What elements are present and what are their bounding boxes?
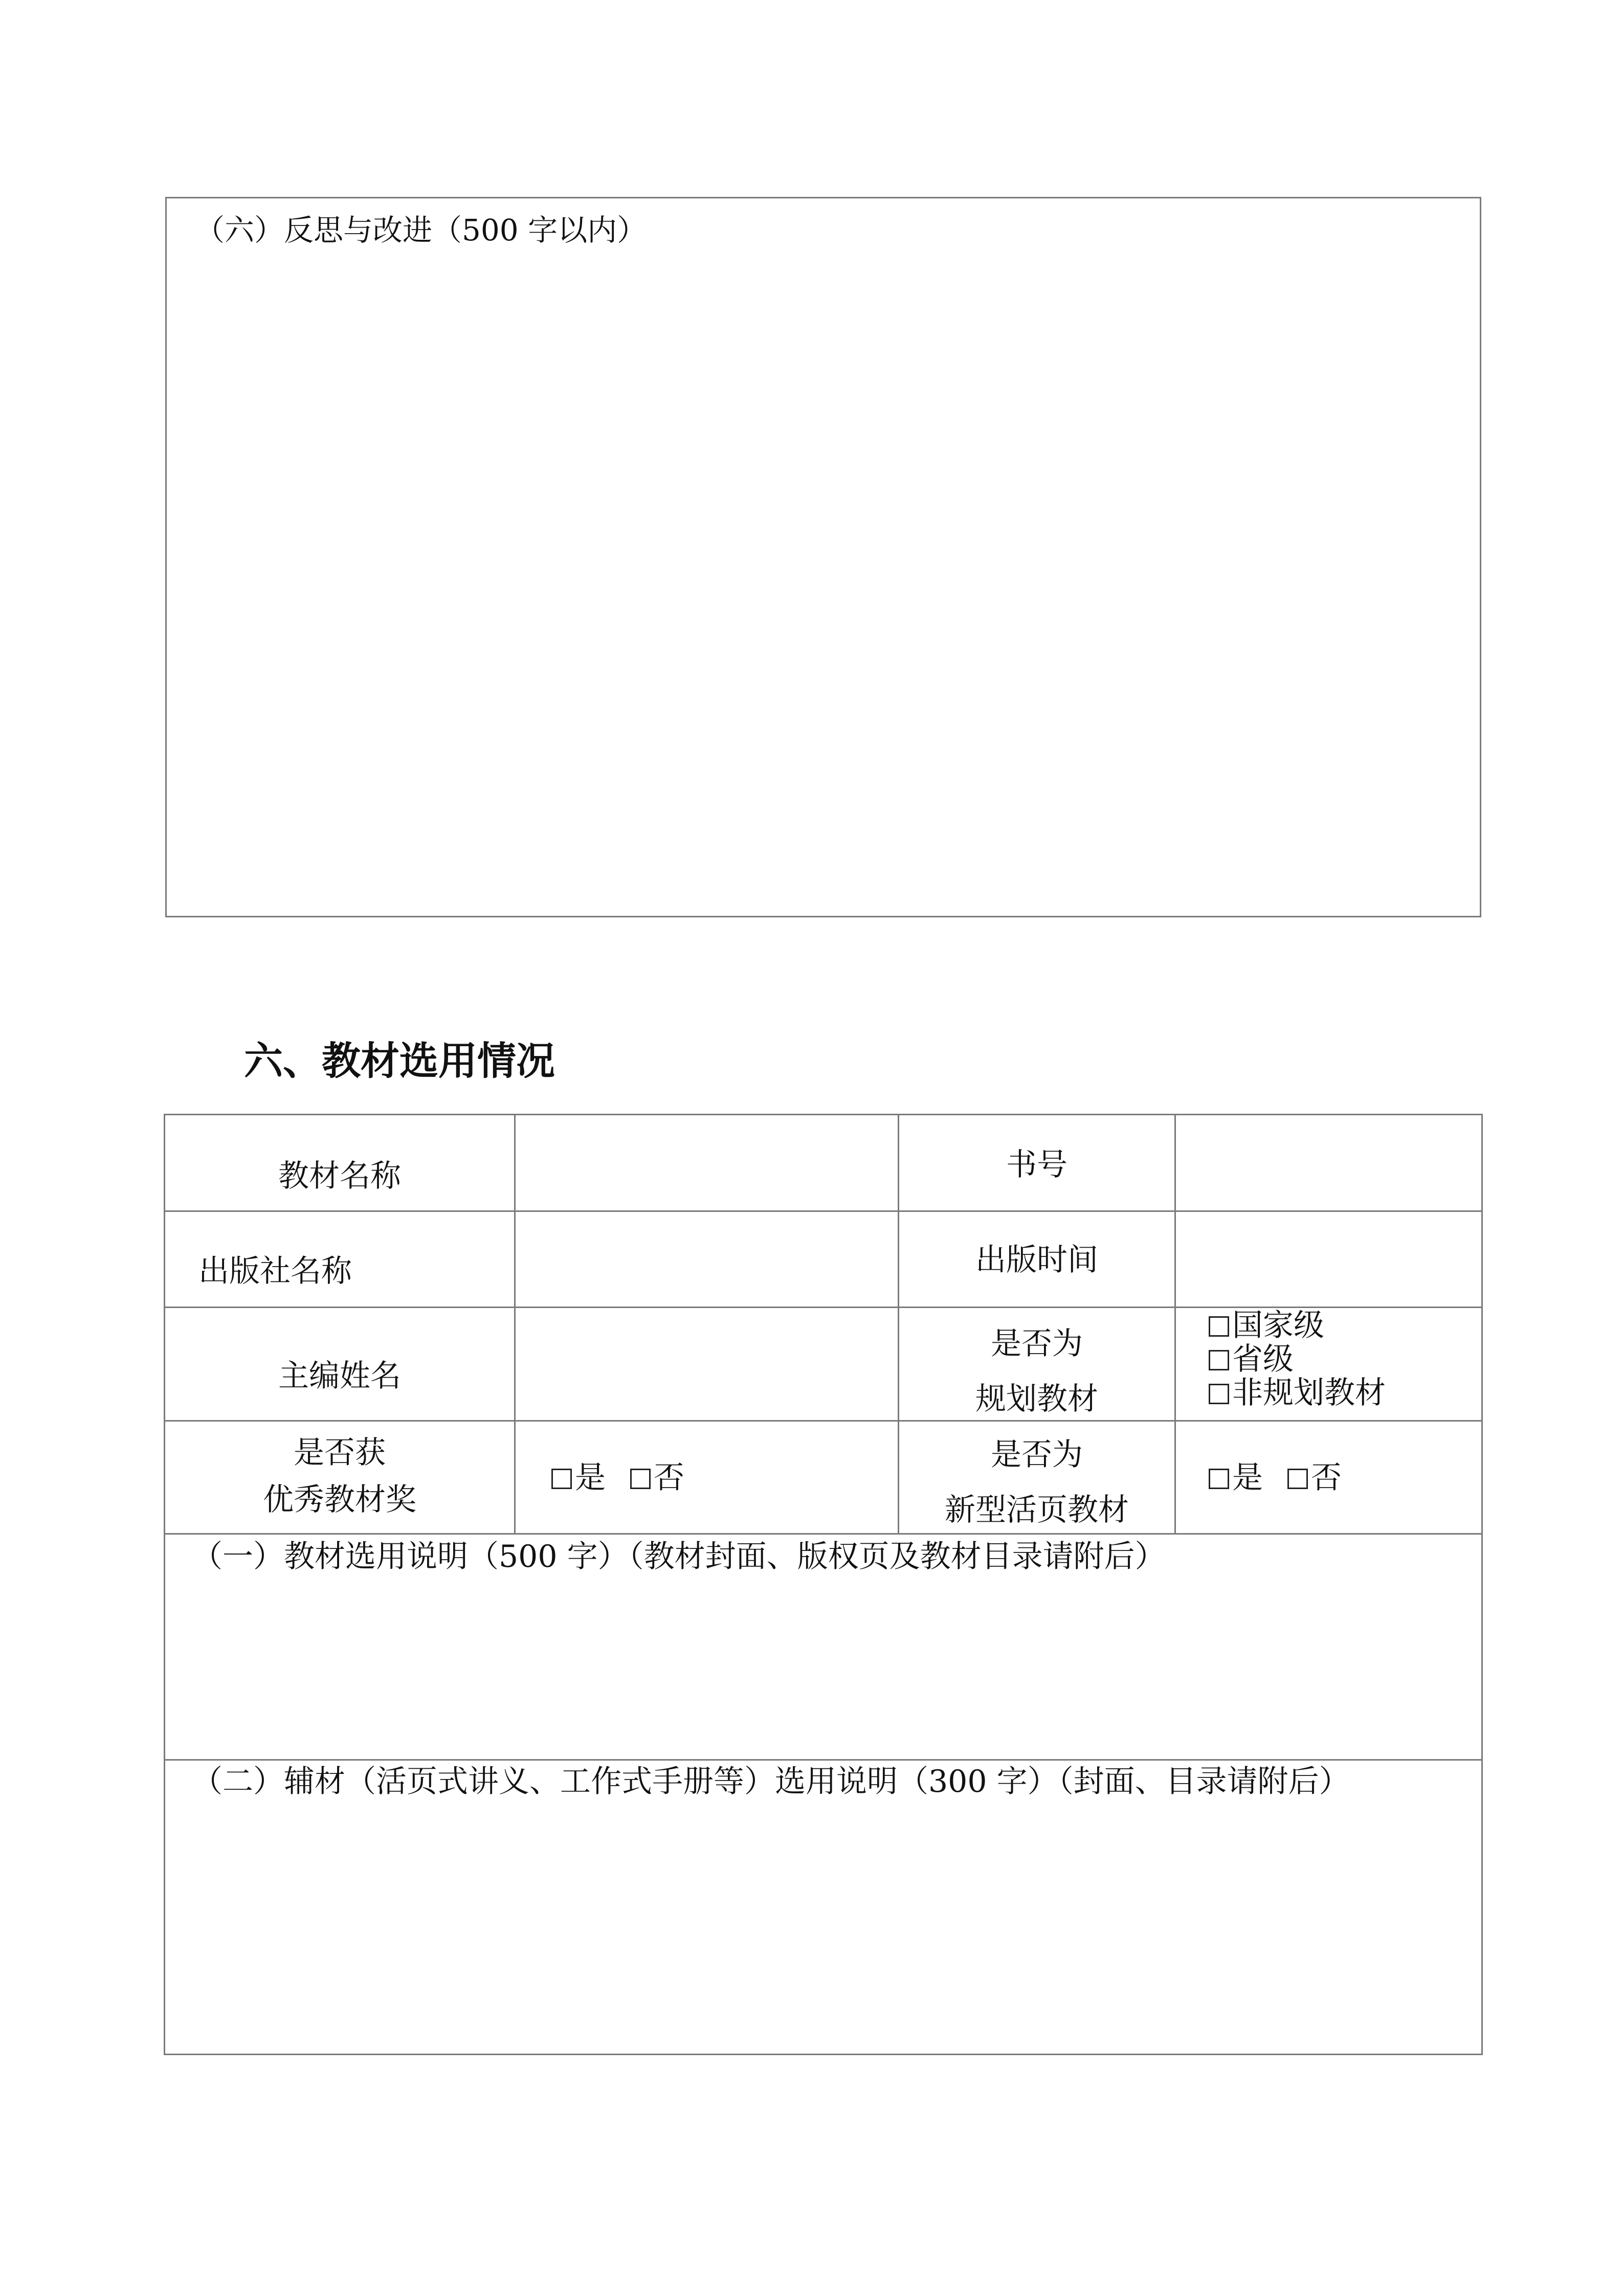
planned-option-national[interactable]: 国家级 bbox=[1209, 1309, 1386, 1342]
publisher-label: 出版社名称 bbox=[198, 1253, 352, 1289]
loose-leaf-label bbox=[899, 1427, 1174, 1538]
planned-options bbox=[1209, 1309, 1386, 1410]
loose-leaf-option-no[interactable]: 否 bbox=[1287, 1457, 1342, 1499]
checkbox-icon[interactable] bbox=[630, 1469, 651, 1489]
award-label bbox=[165, 1429, 514, 1523]
editor-value[interactable] bbox=[516, 1308, 898, 1420]
award-option-yes[interactable]: 是 bbox=[551, 1457, 606, 1499]
loose-leaf-option-yes[interactable]: 是 bbox=[1209, 1457, 1263, 1499]
loose-leaf-label-line2: 新型活页教材 bbox=[945, 1492, 1129, 1528]
section-title: 六、教材选用情况 bbox=[244, 1038, 555, 1084]
selection-note-label: （一）教材选用说明（500 字）（教材封面、版权页及教材目录请附后） bbox=[192, 1539, 1166, 1574]
reflection-box bbox=[165, 197, 1481, 917]
planned-label-line1: 是否为 bbox=[991, 1326, 1083, 1362]
book-number-label: 书号 bbox=[1006, 1147, 1067, 1183]
textbook-table bbox=[164, 1114, 1483, 2055]
checkbox-icon[interactable] bbox=[551, 1469, 572, 1489]
book-number-value[interactable] bbox=[1176, 1117, 1480, 1210]
planned-option-not-planned[interactable]: 非规划教材 bbox=[1209, 1376, 1386, 1410]
textbook-name-label: 教材名称 bbox=[278, 1158, 401, 1194]
publisher-value[interactable] bbox=[516, 1212, 898, 1307]
aux-note-field[interactable] bbox=[167, 1806, 1480, 2054]
table-row-divider bbox=[165, 1420, 1481, 1422]
award-label-line1: 是否获 bbox=[294, 1435, 386, 1471]
planned-label bbox=[899, 1316, 1174, 1427]
loose-leaf-options bbox=[1209, 1457, 1342, 1499]
award-option-no[interactable]: 否 bbox=[630, 1457, 684, 1499]
publish-time-label: 出版时间 bbox=[975, 1242, 1098, 1278]
checkbox-icon[interactable] bbox=[1209, 1316, 1229, 1337]
award-label-line2: 优秀教材奖 bbox=[263, 1482, 416, 1518]
selection-note-field[interactable] bbox=[167, 1581, 1480, 1759]
award-options bbox=[551, 1457, 684, 1499]
checkbox-icon[interactable] bbox=[1287, 1469, 1308, 1489]
loose-leaf-label-line1: 是否为 bbox=[991, 1437, 1083, 1473]
aux-note-label: （二）辅材（活页式讲义、工作式手册等）选用说明（300 字）（封面、目录请附后） bbox=[192, 1764, 1350, 1799]
reflection-label: （六）反思与改进（500 字以内） bbox=[195, 213, 647, 247]
planned-option-provincial[interactable]: 省级 bbox=[1209, 1342, 1386, 1376]
planned-label-line2: 规划教材 bbox=[975, 1381, 1098, 1417]
publish-time-value[interactable] bbox=[1176, 1212, 1480, 1307]
table-row-divider bbox=[165, 1533, 1481, 1535]
checkbox-icon[interactable] bbox=[1209, 1350, 1229, 1370]
textbook-name-value[interactable] bbox=[516, 1117, 898, 1210]
editor-label: 主编姓名 bbox=[278, 1358, 401, 1394]
checkbox-icon[interactable] bbox=[1209, 1384, 1229, 1404]
checkbox-icon[interactable] bbox=[1209, 1469, 1229, 1489]
